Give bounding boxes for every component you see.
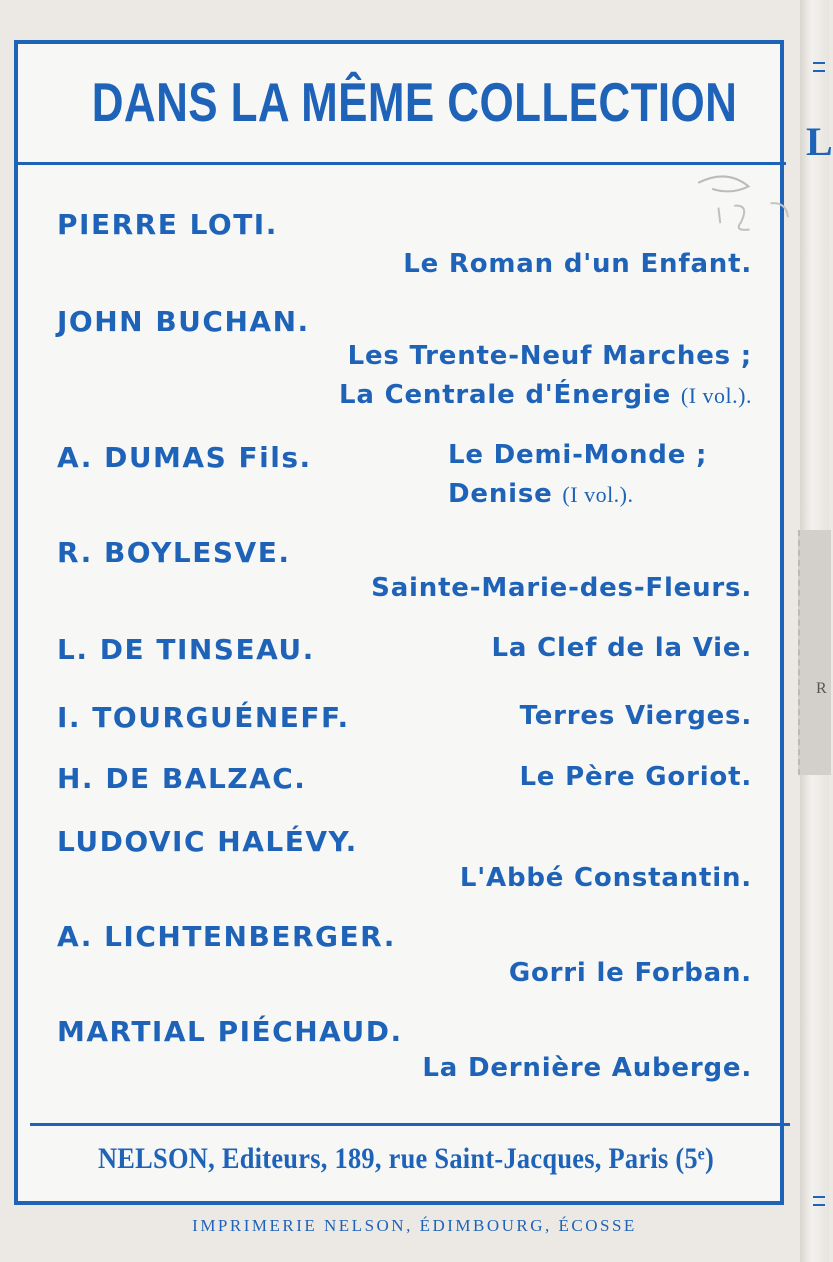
author-name: LUDOVIC HALÉVY. xyxy=(57,825,358,858)
book-title: La Centrale d'Énergie xyxy=(339,380,672,410)
book-title-line xyxy=(448,479,634,509)
book-title: La Clef de la Vie. xyxy=(491,633,752,663)
stamp-strip xyxy=(798,530,831,775)
book-title: Le Père Goriot. xyxy=(519,762,752,792)
book-title: Gorri le Forban. xyxy=(508,958,752,988)
printer-line: IMPRIMERIE NELSON, ÉDIMBOURG, ÉCOSSE xyxy=(192,1216,637,1235)
edge-mark xyxy=(813,70,825,72)
edge-mark xyxy=(813,1196,825,1198)
publisher-line: NELSON, Editeurs, 189, rue Saint-Jacques, Paris (5ᵉ) xyxy=(97,1142,715,1175)
book-title: Le Roman d'un Enfant. xyxy=(403,249,752,279)
author-name: R. BOYLESVE. xyxy=(57,536,291,569)
edge-mark xyxy=(813,1204,825,1206)
book-title: Sainte-Marie-des-Fleurs. xyxy=(371,573,752,603)
header-divider xyxy=(18,162,786,165)
author-name: I. TOURGUÉNEFF. xyxy=(57,701,350,734)
author-name: A. LICHTENBERGER. xyxy=(57,920,396,953)
author-name: MARTIAL PIÉCHAUD. xyxy=(57,1015,403,1048)
volume-note: (I vol.). xyxy=(562,482,634,507)
book-title: Les Trente-Neuf Marches ; xyxy=(347,341,752,371)
adjacent-page-letter: L xyxy=(806,119,833,164)
footer-divider xyxy=(30,1123,790,1126)
volume-note: (I vol.). xyxy=(680,383,752,408)
author-name: PIERRE LOTI. xyxy=(57,208,278,241)
book-title: Terres Vierges. xyxy=(519,701,752,731)
book-title: Le Demi-Monde ; xyxy=(448,440,708,470)
book-title: Denise xyxy=(448,479,553,509)
author-name: H. DE BALZAC. xyxy=(57,762,307,795)
edge-mark xyxy=(813,62,825,64)
book-title-line xyxy=(339,380,752,410)
page-title: DANS LA MÊME COLLECTION xyxy=(91,71,738,133)
author-name: A. DUMAS Fils. xyxy=(57,441,312,474)
author-name: L. DE TINSEAU. xyxy=(57,633,315,666)
stamp-letter: R xyxy=(816,680,827,697)
book-title: La Dernière Auberge. xyxy=(422,1053,752,1083)
author-name: JOHN BUCHAN. xyxy=(57,305,310,338)
book-title: L'Abbé Constantin. xyxy=(459,863,752,893)
